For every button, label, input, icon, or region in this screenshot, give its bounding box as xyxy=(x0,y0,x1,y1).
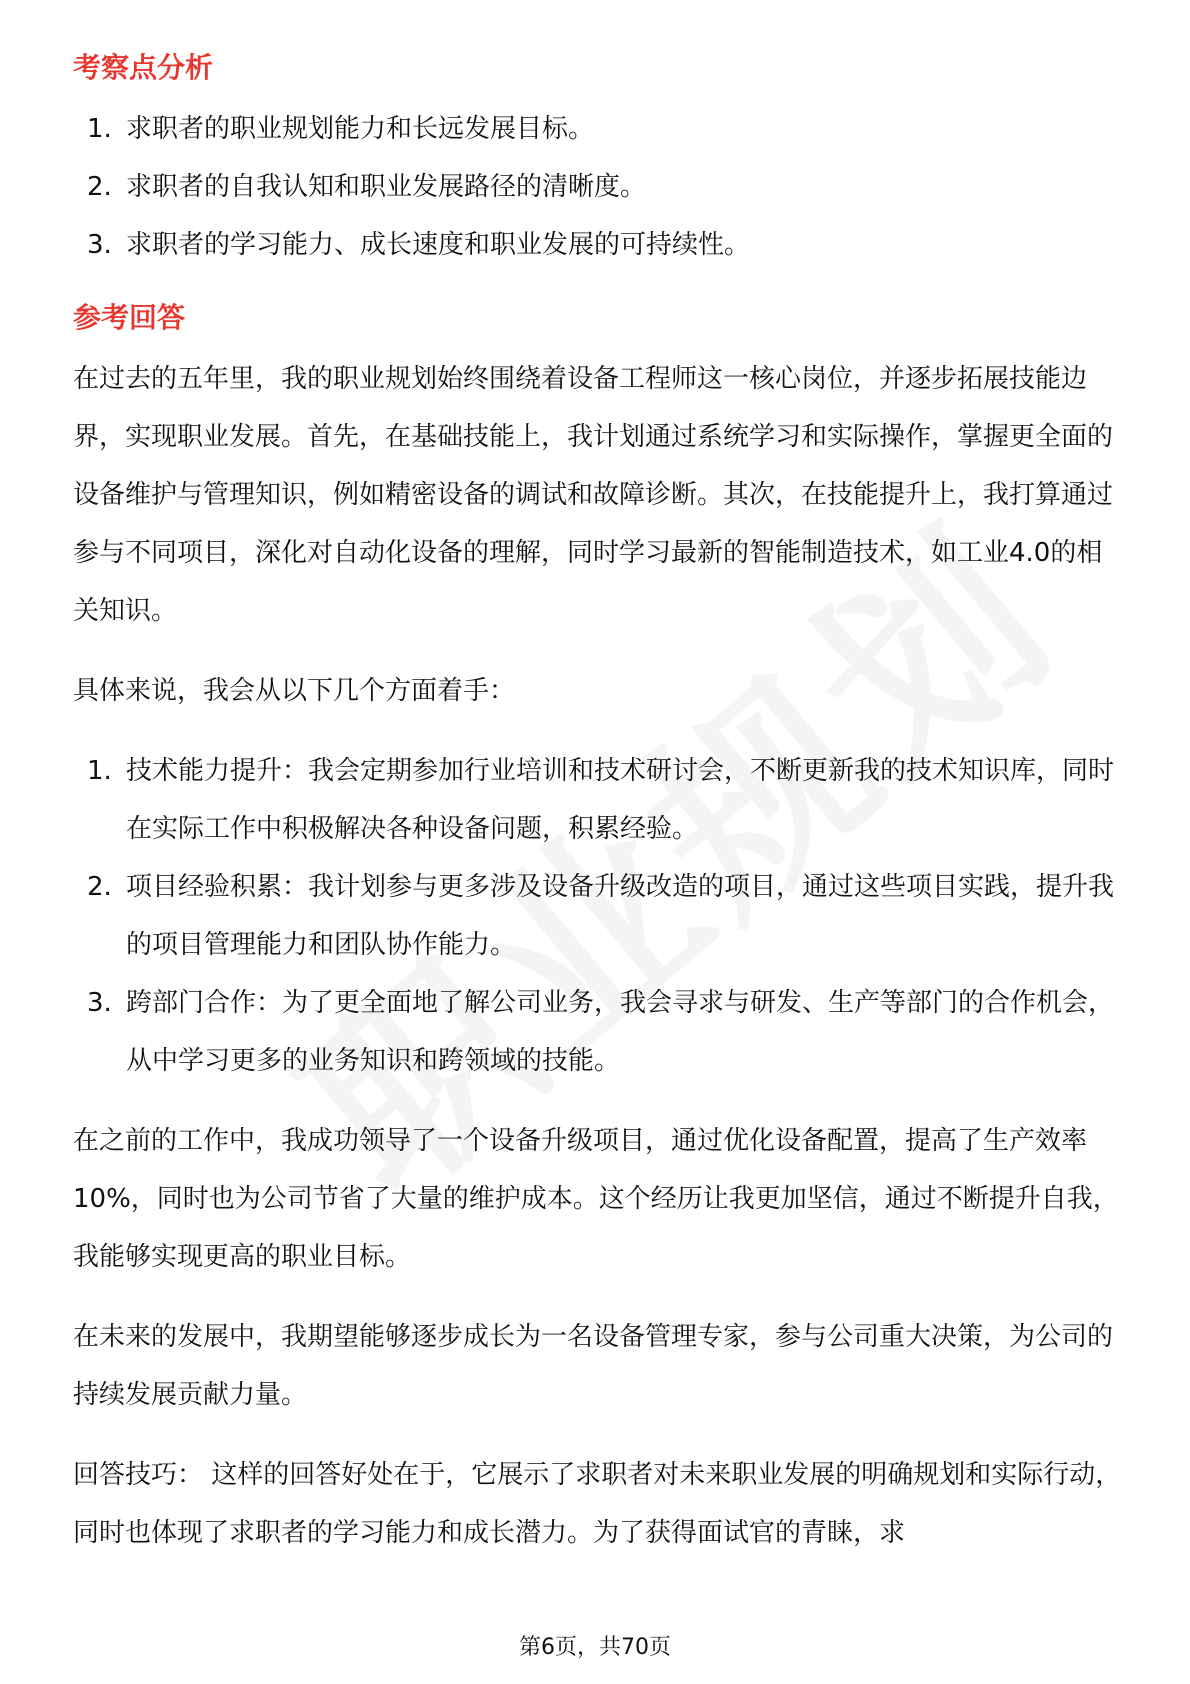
content xyxy=(73,48,1123,1562)
analysis-list xyxy=(73,100,1123,274)
answer-list xyxy=(73,742,1123,1090)
answer-paragraph-1: 在过去的五年里，我的职业规划始终围绕着设备工程师这一核心岗位，并逐步拓展技能边界，实现职业发展。首先，在基础技能上，我计划通过系统学习和实际操作，掌握更全面的设备维护与管理知识，例如精密设备的调试和故障诊断。其次，在技能提升上，我打算通过参与不同项目，深化对自动化设备的理解，同时学习最新的智能制造技术，如工业4.0的相关知识。 xyxy=(73,364,1114,626)
answer-paragraph-2: 具体来说，我会从以下几个方面着手： xyxy=(73,676,516,706)
section-heading-answer: 参考回答 xyxy=(73,301,186,334)
list-item: 1. 技术能力提升：我会定期参加行业培训和技术研讨会，不断更新我的技术知识库，同时在实际工作中积极解决各种设备问题，积累经验。 xyxy=(87,756,1115,844)
list-item: 3. 求职者的学习能力、成长速度和职业发展的可持续性。 xyxy=(87,230,751,260)
list-item: 2. 项目经验积累：我计划参与更多涉及设备升级改造的项目，通过这些项目实践，提升我的项目管理能力和团队协作能力。 xyxy=(87,872,1115,960)
section-heading-analysis: 考察点分析 xyxy=(73,51,214,84)
list-item: 1. 求职者的职业规划能力和长远发展目标。 xyxy=(87,114,595,144)
page-number: 第6页，共70页 xyxy=(519,1635,671,1660)
answer-paragraph-3: 在之前的工作中，我成功领导了一个设备升级项目，通过优化设备配置，提高了生产效率10%，同时也为公司节省了大量的维护成本。这个经历让我更加坚信，通过不断提升自我，我能够实现更高的职业目标。 xyxy=(73,1126,1119,1272)
answer-tips-paragraph: 回答技巧： 这样的回答好处在于，它展示了求职者对未来职业发展的明确规划和实际行动，同时也体现了求职者的学习能力和成长潜力。为了获得面试官的青睐，求 xyxy=(73,1460,1122,1548)
answer-paragraph-4: 在未来的发展中，我期望能够逐步成长为一名设备管理专家，参与公司重大决策，为公司的持续发展贡献力量。 xyxy=(73,1322,1114,1410)
list-item: 3. 跨部门合作：为了更全面地了解公司业务，我会寻求与研发、生产等部门的合作机会，从中学习更多的业务知识和跨领域的技能。 xyxy=(87,988,1115,1076)
list-item: 2. 求职者的自我认知和职业发展路径的清晰度。 xyxy=(87,172,647,202)
